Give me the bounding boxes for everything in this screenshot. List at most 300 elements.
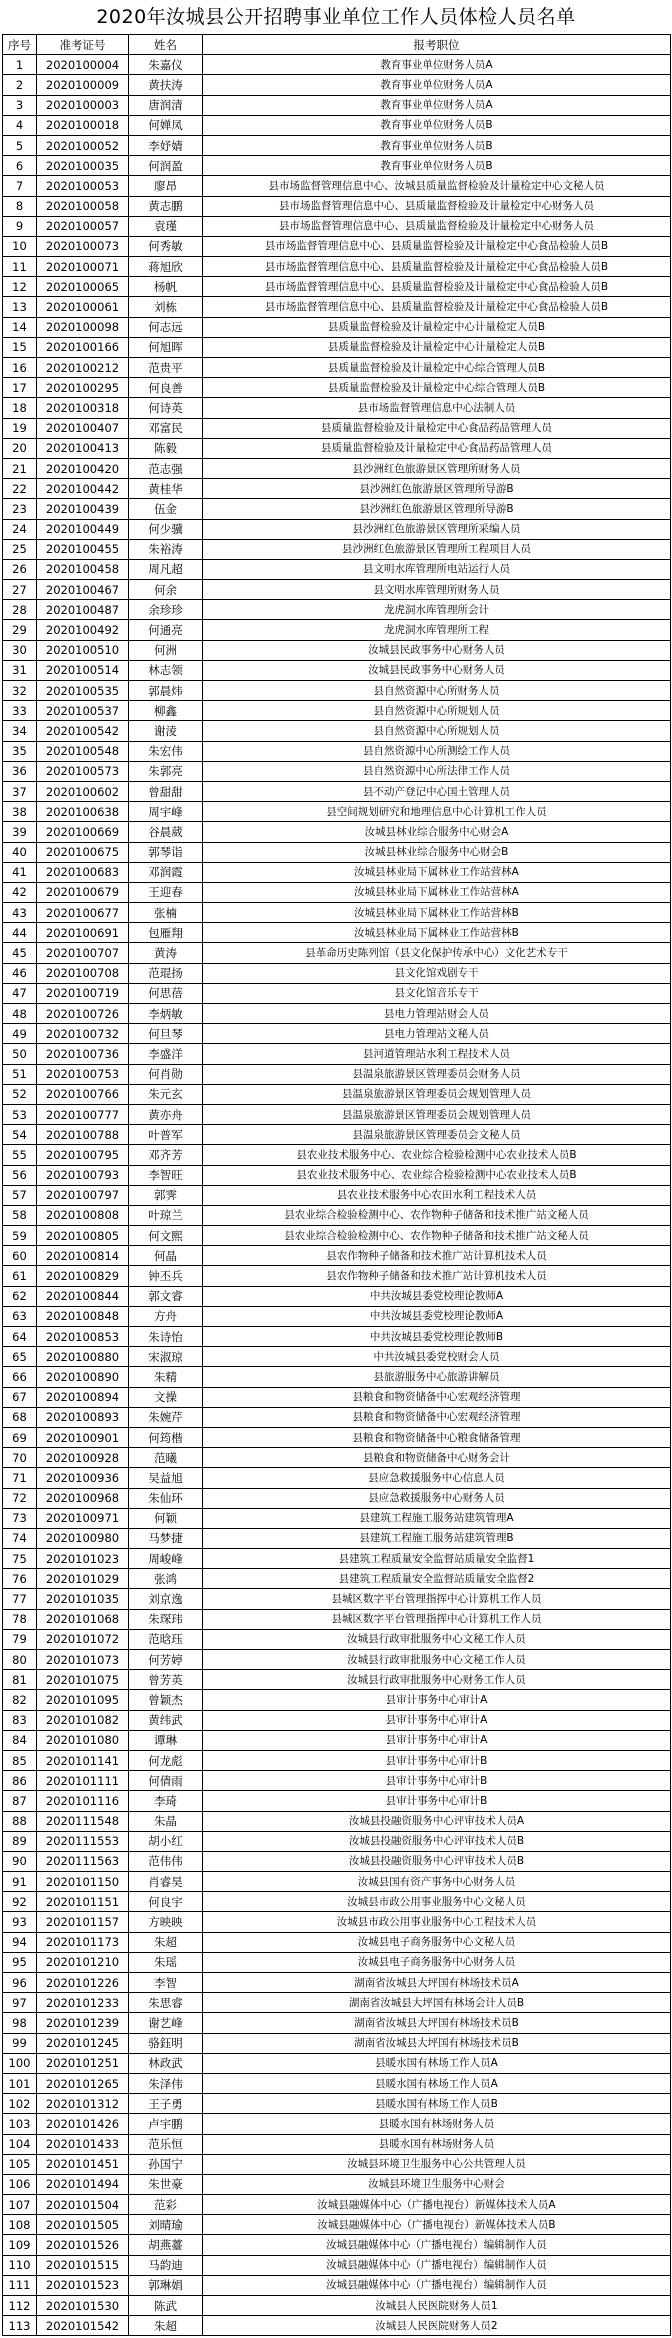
table-row <box>3 2134 671 2154</box>
row-exam-id: 2020101426 <box>37 2114 129 2134</box>
row-position: 县温泉旅游景区管理委员会规划管理人员 <box>203 1084 671 1104</box>
row-exam-id: 2020100968 <box>37 1488 129 1508</box>
row-exam-id: 2020101433 <box>37 2134 129 2154</box>
row-index: 57 <box>3 1185 37 1205</box>
table-row <box>3 1609 671 1629</box>
table-row <box>3 1973 671 1993</box>
row-position: 县城区数字平台管理指挥中心计算机工作人员 <box>203 1609 671 1629</box>
row-exam-id: 2020100035 <box>37 156 129 176</box>
row-exam-id: 2020101023 <box>37 1549 129 1569</box>
row-position: 教育事业单位财务人员B <box>203 115 671 135</box>
table-row <box>3 1286 671 1306</box>
row-exam-id: 2020100537 <box>37 701 129 721</box>
row-position: 湖南省汝城县大坪国有林场技术员A <box>203 1973 671 1993</box>
row-index: 5 <box>3 135 37 155</box>
table-row <box>3 640 671 660</box>
row-exam-id: 2020100928 <box>37 1448 129 1468</box>
row-name: 朱琛玮 <box>129 1609 203 1629</box>
table-row <box>3 2215 671 2235</box>
row-name: 范彩 <box>129 2195 203 2215</box>
table-row <box>3 1508 671 1528</box>
row-name: 骆鈺明 <box>129 2033 203 2053</box>
row-name: 杨帆 <box>129 277 203 297</box>
row-position: 湖南省汝城县大坪国有林场会计人员B <box>203 1993 671 2013</box>
row-name: 范曦 <box>129 1448 203 1468</box>
row-exam-id: 2020100018 <box>37 115 129 135</box>
row-exam-id: 2020100318 <box>37 398 129 418</box>
row-position: 县沙洲红色旅游景区管理所财务人员 <box>203 458 671 478</box>
table-row <box>3 1771 671 1791</box>
table-row <box>3 2154 671 2174</box>
table-row <box>3 1044 671 1064</box>
row-exam-id: 2020100893 <box>37 1407 129 1427</box>
row-exam-id: 2020100732 <box>37 1024 129 1044</box>
row-position: 县应急救援服务中心财务人员 <box>203 1488 671 1508</box>
row-position: 县自然资源中心所财务人员 <box>203 681 671 701</box>
row-index: 9 <box>3 216 37 236</box>
row-name: 何良善 <box>129 378 203 398</box>
row-index: 60 <box>3 1246 37 1266</box>
row-exam-id: 2020100793 <box>37 1165 129 1185</box>
table-row <box>3 1690 671 1710</box>
row-index: 89 <box>3 1831 37 1851</box>
table-row <box>3 358 671 378</box>
row-name: 吴益旭 <box>129 1468 203 1488</box>
row-position: 县暖水国有林场工作人员B <box>203 2094 671 2114</box>
row-exam-id: 2020101111 <box>37 1771 129 1791</box>
row-exam-id: 2020100708 <box>37 963 129 983</box>
row-exam-id: 2020101029 <box>37 1569 129 1589</box>
table-row <box>3 1670 671 1690</box>
table-row <box>3 1892 671 1912</box>
row-exam-id: 2020100212 <box>37 358 129 378</box>
row-name: 刘晴瑜 <box>129 2215 203 2235</box>
row-index: 71 <box>3 1468 37 1488</box>
row-index: 44 <box>3 923 37 943</box>
row-exam-id: 2020101210 <box>37 1952 129 1972</box>
row-exam-id: 2020101523 <box>37 2275 129 2295</box>
row-exam-id: 2020100853 <box>37 1327 129 1347</box>
row-position: 县自然资源中心所规划人员 <box>203 721 671 741</box>
table-row <box>3 499 671 519</box>
row-index: 79 <box>3 1629 37 1649</box>
row-name: 柳鑫 <box>129 701 203 721</box>
row-exam-id: 2020100548 <box>37 741 129 761</box>
table-row <box>3 862 671 882</box>
table-row <box>3 822 671 842</box>
table-row <box>3 1629 671 1649</box>
row-name: 余珍珍 <box>129 600 203 620</box>
table-row <box>3 2114 671 2134</box>
row-name: 文操 <box>129 1387 203 1407</box>
table-row <box>3 2174 671 2194</box>
row-exam-id: 2020100766 <box>37 1084 129 1104</box>
table-row <box>3 1306 671 1326</box>
row-index: 93 <box>3 1912 37 1932</box>
row-exam-id: 2020100573 <box>37 761 129 781</box>
row-exam-id: 2020100675 <box>37 842 129 862</box>
row-exam-id: 2020100805 <box>37 1226 129 1246</box>
table-row <box>3 337 671 357</box>
table-row <box>3 438 671 458</box>
table-row <box>3 479 671 499</box>
row-exam-id: 2020100073 <box>37 236 129 256</box>
row-exam-id: 2020100420 <box>37 458 129 478</box>
row-index: 29 <box>3 620 37 640</box>
row-name: 何颖 <box>129 1508 203 1528</box>
row-exam-id: 2020100808 <box>37 1205 129 1225</box>
row-exam-id: 2020100901 <box>37 1427 129 1447</box>
row-name: 叶普军 <box>129 1125 203 1145</box>
row-position: 县建筑工程施工服务站建筑管理B <box>203 1528 671 1548</box>
row-exam-id: 2020100707 <box>37 943 129 963</box>
row-index: 94 <box>3 1932 37 1952</box>
row-exam-id: 2020100487 <box>37 600 129 620</box>
row-index: 87 <box>3 1791 37 1811</box>
row-name: 李炳敏 <box>129 1004 203 1024</box>
row-exam-id: 2020100936 <box>37 1468 129 1488</box>
table-row <box>3 1185 671 1205</box>
row-name: 范晗珏 <box>129 1629 203 1649</box>
table-row <box>3 882 671 902</box>
header-position: 报考职位 <box>203 35 671 55</box>
table-row <box>3 1791 671 1811</box>
row-exam-id: 2020100829 <box>37 1266 129 1286</box>
row-name: 何洲 <box>129 640 203 660</box>
table-row <box>3 1468 671 1488</box>
row-position: 汝城县环境卫生服务中心财会 <box>203 2174 671 2194</box>
row-name: 林政武 <box>129 2053 203 2073</box>
row-index: 61 <box>3 1266 37 1286</box>
row-name: 朱超 <box>129 2316 203 2336</box>
table-row <box>3 1650 671 1670</box>
table-row <box>3 176 671 196</box>
table-row <box>3 1750 671 1770</box>
table-row <box>3 2235 671 2255</box>
row-position: 县粮食和物资储备中心宏观经济管理 <box>203 1387 671 1407</box>
row-position: 县市场监督管理信息中心、县质量监督检验及计量检定中心食品检验人员B <box>203 236 671 256</box>
row-name: 何倩雨 <box>129 1771 203 1791</box>
row-name: 卢宇鹏 <box>129 2114 203 2134</box>
row-name: 朱元玄 <box>129 1084 203 1104</box>
row-exam-id: 2020100777 <box>37 1104 129 1124</box>
row-position: 县质量监督检验及计量检定中心食品药品管理人员 <box>203 438 671 458</box>
row-index: 21 <box>3 458 37 478</box>
row-exam-id: 2020100669 <box>37 822 129 842</box>
row-name: 何肖勋 <box>129 1064 203 1084</box>
row-name: 孙国宁 <box>129 2154 203 2174</box>
candidate-table <box>2 34 671 2336</box>
row-exam-id: 2020100057 <box>37 216 129 236</box>
row-position: 县农业技术服务中心、农业综合检验检测中心农业技术人员B <box>203 1165 671 1185</box>
row-exam-id: 2020100492 <box>37 620 129 640</box>
row-index: 63 <box>3 1306 37 1326</box>
row-position: 教育事业单位财务人员B <box>203 156 671 176</box>
row-position: 县建筑工程施工服务站建筑管理A <box>203 1508 671 1528</box>
row-exam-id: 2020101068 <box>37 1609 129 1629</box>
row-index: 58 <box>3 1205 37 1225</box>
row-name: 郭琳娟 <box>129 2275 203 2295</box>
row-index: 85 <box>3 1750 37 1770</box>
row-name: 邓齐芳 <box>129 1145 203 1165</box>
table-row <box>3 1367 671 1387</box>
row-position: 县审计事务中心审计A <box>203 1710 671 1730</box>
row-exam-id: 2020100736 <box>37 1044 129 1064</box>
row-name: 何旭晖 <box>129 337 203 357</box>
row-position: 汝城县融媒体中心（广播电视台）编辑制作人员 <box>203 2275 671 2295</box>
row-index: 39 <box>3 822 37 842</box>
table-row <box>3 1327 671 1347</box>
row-position: 县粮食和物资储备中心财务会计 <box>203 1448 671 1468</box>
row-exam-id: 2020100071 <box>37 257 129 277</box>
table-row <box>3 1084 671 1104</box>
table-row <box>3 257 671 277</box>
row-name: 宋淑琼 <box>129 1347 203 1367</box>
row-exam-id: 2020111548 <box>37 1811 129 1831</box>
row-name: 曾芳英 <box>129 1670 203 1690</box>
header-index: 序号 <box>3 35 37 55</box>
row-index: 3 <box>3 95 37 115</box>
row-position: 县城区数字平台管理指挥中心计算机工作人员 <box>203 1589 671 1609</box>
table-row <box>3 580 671 600</box>
row-position: 县审计事务中心审计B <box>203 1750 671 1770</box>
row-name: 李智 <box>129 1973 203 1993</box>
row-index: 75 <box>3 1549 37 1569</box>
row-index: 52 <box>3 1084 37 1104</box>
row-index: 82 <box>3 1690 37 1710</box>
row-position: 县市场监督管理信息中心、县质量监督检验及计量检定中心财务人员 <box>203 216 671 236</box>
table-row <box>3 721 671 741</box>
row-exam-id: 2020101494 <box>37 2174 129 2194</box>
row-index: 23 <box>3 499 37 519</box>
row-index: 77 <box>3 1589 37 1609</box>
row-name: 李妤婧 <box>129 135 203 155</box>
row-position: 中共汝城县委党校财会人员 <box>203 1347 671 1367</box>
row-position: 汝城县林业综合服务中心财会B <box>203 842 671 862</box>
row-name: 何志远 <box>129 317 203 337</box>
row-exam-id: 2020101265 <box>37 2073 129 2093</box>
row-position: 县文化馆戏剧专干 <box>203 963 671 983</box>
row-position: 县市场监督管理信息中心、县质量监督检验及计量检定中心食品检验人员B <box>203 277 671 297</box>
row-index: 15 <box>3 337 37 357</box>
row-exam-id: 2020100677 <box>37 903 129 923</box>
row-index: 46 <box>3 963 37 983</box>
row-index: 68 <box>3 1407 37 1427</box>
row-index: 24 <box>3 519 37 539</box>
row-index: 102 <box>3 2094 37 2114</box>
row-name: 周凡超 <box>129 559 203 579</box>
row-name: 谢淩 <box>129 721 203 741</box>
row-index: 56 <box>3 1165 37 1185</box>
row-position: 汝城县民政事务中心财务人员 <box>203 640 671 660</box>
row-name: 方映映 <box>129 1912 203 1932</box>
table-row <box>3 963 671 983</box>
row-name: 刘栋 <box>129 297 203 317</box>
table-row <box>3 1569 671 1589</box>
row-name: 郭晨炜 <box>129 681 203 701</box>
row-position: 县暖水国有林场财务人员 <box>203 2114 671 2134</box>
row-index: 18 <box>3 398 37 418</box>
row-name: 方舟 <box>129 1306 203 1326</box>
row-index: 55 <box>3 1145 37 1165</box>
row-exam-id: 2020101073 <box>37 1650 129 1670</box>
table-row <box>3 1528 671 1548</box>
row-name: 黄纬武 <box>129 1710 203 1730</box>
row-index: 37 <box>3 781 37 801</box>
row-name: 黄桂华 <box>129 479 203 499</box>
table-row <box>3 297 671 317</box>
row-position: 汝城县投融资服务中心评审技术人员B <box>203 1831 671 1851</box>
row-position: 汝城县林业局下属林业工作站营林A <box>203 862 671 882</box>
row-name: 朱瑶 <box>129 1952 203 1972</box>
row-index: 12 <box>3 277 37 297</box>
row-name: 胡燕薹 <box>129 2235 203 2255</box>
row-exam-id: 2020100683 <box>37 862 129 882</box>
row-exam-id: 2020101080 <box>37 1730 129 1750</box>
table-row <box>3 1347 671 1367</box>
row-name: 张楠 <box>129 903 203 923</box>
row-exam-id: 2020101530 <box>37 2296 129 2316</box>
row-position: 县市场监督管理信息中心、汝城县质量监督检验及计量检定中心文秘人员 <box>203 176 671 196</box>
row-index: 73 <box>3 1508 37 1528</box>
row-index: 86 <box>3 1771 37 1791</box>
row-index: 17 <box>3 378 37 398</box>
row-name: 范志强 <box>129 458 203 478</box>
row-name: 朱晶 <box>129 1811 203 1831</box>
row-index: 35 <box>3 741 37 761</box>
row-position: 中共汝城县委党校理论教师B <box>203 1327 671 1347</box>
row-name: 朱超 <box>129 1932 203 1952</box>
row-exam-id: 2020101095 <box>37 1690 129 1710</box>
row-name: 钟丕兵 <box>129 1266 203 1286</box>
row-index: 107 <box>3 2195 37 2215</box>
row-name: 朱郭亮 <box>129 761 203 781</box>
row-position: 汝城县民政事务中心财务人员 <box>203 660 671 680</box>
row-name: 郭文睿 <box>129 1286 203 1306</box>
table-row <box>3 1387 671 1407</box>
row-position: 县粮食和物资储备中心粮食储备管理 <box>203 1427 671 1447</box>
row-position: 县沙洲红色旅游景区管理所工程项目人员 <box>203 539 671 559</box>
table-row <box>3 1125 671 1145</box>
row-name: 何旦琴 <box>129 1024 203 1044</box>
row-index: 111 <box>3 2275 37 2295</box>
row-index: 34 <box>3 721 37 741</box>
row-name: 邓富民 <box>129 418 203 438</box>
row-name: 何通亮 <box>129 620 203 640</box>
row-index: 14 <box>3 317 37 337</box>
row-position: 县文明水库管理所电站运行人员 <box>203 559 671 579</box>
row-index: 91 <box>3 1872 37 1892</box>
table-row <box>3 1932 671 1952</box>
row-position: 县农业技术服务中心、农业综合检验检测中心农业技术人员B <box>203 1145 671 1165</box>
row-position: 县农业综合检验检测中心、农作物种子储备和技术推广站文秘人员 <box>203 1205 671 1225</box>
row-name: 朱婉芹 <box>129 1407 203 1427</box>
table-row <box>3 1246 671 1266</box>
row-index: 33 <box>3 701 37 721</box>
row-exam-id: 2020100053 <box>37 176 129 196</box>
row-name: 刘京逸 <box>129 1589 203 1609</box>
row-name: 黄亦舟 <box>129 1104 203 1124</box>
row-exam-id: 2020101072 <box>37 1629 129 1649</box>
row-position: 县电力管理站文秘人员 <box>203 1024 671 1044</box>
row-exam-id: 2020101526 <box>37 2235 129 2255</box>
row-index: 70 <box>3 1448 37 1468</box>
row-index: 30 <box>3 640 37 660</box>
row-position: 中共汝城县委党校理论教师A <box>203 1286 671 1306</box>
row-index: 105 <box>3 2154 37 2174</box>
row-position: 县温泉旅游景区管理委员会财务人员 <box>203 1064 671 1084</box>
row-index: 47 <box>3 983 37 1003</box>
row-name: 何秀敏 <box>129 236 203 256</box>
row-position: 湖南省汝城县大坪国有林场技术员B <box>203 2013 671 2033</box>
row-exam-id: 2020100458 <box>37 559 129 579</box>
table-row <box>3 1549 671 1569</box>
row-index: 62 <box>3 1286 37 1306</box>
row-name: 李琦 <box>129 1791 203 1811</box>
row-index: 28 <box>3 600 37 620</box>
row-exam-id: 2020100844 <box>37 1286 129 1306</box>
table-row <box>3 620 671 640</box>
table-row <box>3 1004 671 1024</box>
table-row <box>3 701 671 721</box>
row-position: 县农作物种子储备和技术推广站计算机技术人员 <box>203 1266 671 1286</box>
row-index: 72 <box>3 1488 37 1508</box>
row-exam-id: 2020100439 <box>37 499 129 519</box>
row-position: 县沙洲红色旅游景区管理所导游B <box>203 499 671 519</box>
row-name: 王子勇 <box>129 2094 203 2114</box>
row-position: 县审计事务中心审计B <box>203 1791 671 1811</box>
row-index: 103 <box>3 2114 37 2134</box>
table-row <box>3 559 671 579</box>
row-exam-id: 2020100514 <box>37 660 129 680</box>
table-row <box>3 802 671 822</box>
row-exam-id: 2020100894 <box>37 1387 129 1407</box>
row-index: 22 <box>3 479 37 499</box>
row-position: 湖南省汝城县大坪国有林场技术员B <box>203 2033 671 2053</box>
table-row <box>3 1266 671 1286</box>
row-name: 陈武 <box>129 2296 203 2316</box>
row-index: 36 <box>3 761 37 781</box>
table-row <box>3 1589 671 1609</box>
row-exam-id: 2020101251 <box>37 2053 129 2073</box>
row-position: 汝城县行政审批服务中心文秘工作人员 <box>203 1650 671 1670</box>
row-name: 谢艺峰 <box>129 2013 203 2033</box>
row-index: 74 <box>3 1528 37 1548</box>
row-name: 何诗英 <box>129 398 203 418</box>
row-exam-id: 2020100971 <box>37 1508 129 1528</box>
row-index: 1 <box>3 55 37 75</box>
row-exam-id: 2020100890 <box>37 1367 129 1387</box>
row-position: 县自然资源中心所规划人员 <box>203 701 671 721</box>
row-exam-id: 2020101150 <box>37 1872 129 1892</box>
row-index: 2 <box>3 75 37 95</box>
row-name: 范伟伟 <box>129 1851 203 1871</box>
row-exam-id: 2020101151 <box>37 1892 129 1912</box>
row-exam-id: 2020100058 <box>37 196 129 216</box>
table-row <box>3 842 671 862</box>
header-name: 姓名 <box>129 35 203 55</box>
row-position: 县空间规划研究和地理信息中心计算机工作人员 <box>203 802 671 822</box>
row-name: 曾颖杰 <box>129 1690 203 1710</box>
row-exam-id: 2020100753 <box>37 1064 129 1084</box>
row-position: 县旅游服务中心旅游讲解员 <box>203 1367 671 1387</box>
row-exam-id: 2020100467 <box>37 580 129 600</box>
row-name: 谷晨葳 <box>129 822 203 842</box>
row-index: 90 <box>3 1851 37 1871</box>
row-index: 110 <box>3 2255 37 2275</box>
table-row <box>3 1730 671 1750</box>
row-index: 27 <box>3 580 37 600</box>
